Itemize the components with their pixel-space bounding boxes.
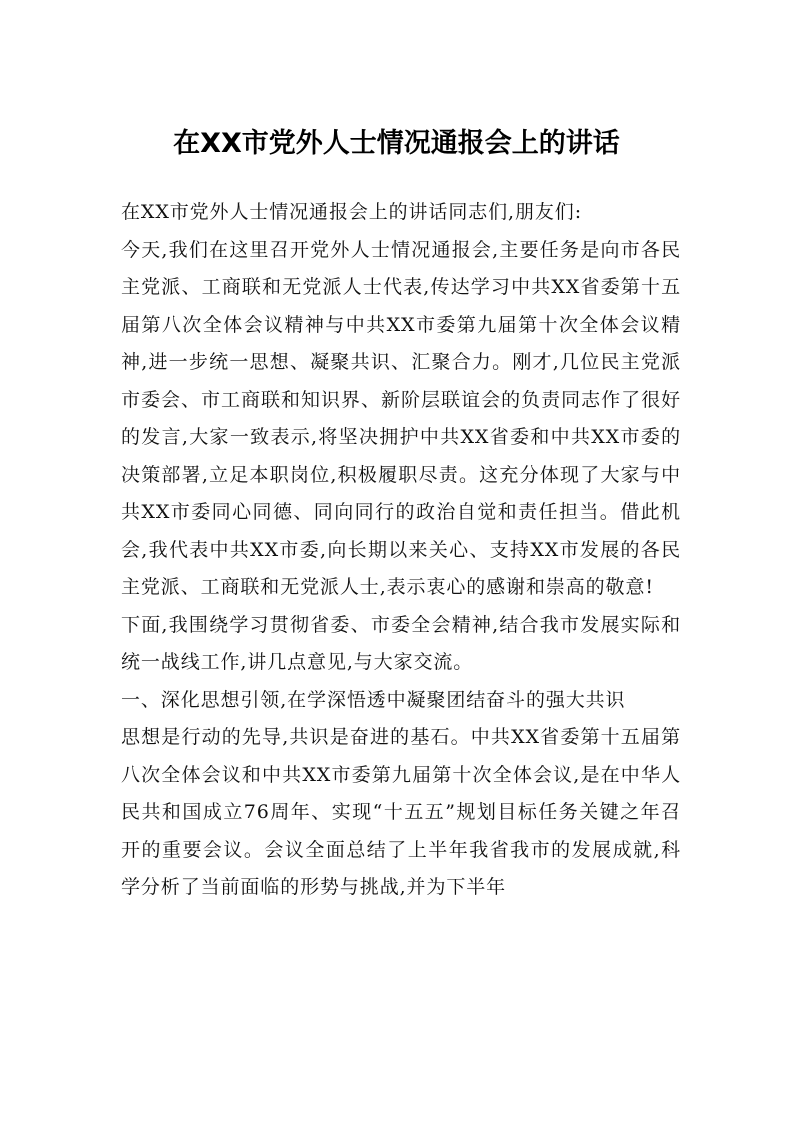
section-heading-one: 一、深化思想引领,在学深悟透中凝聚团结奋斗的强大共识 — [121, 688, 626, 711]
paragraph-salutation: 在XX市党外人士情况通报会上的讲话同志们,朋友们: — [121, 201, 582, 223]
paragraph-section-one: 思想是行动的先导,共识是奋进的基石。中共XX省委第十五届第八次全体会议和中共XX市委第九届第十次全体会议,是在中华人民共和国成立76周年、实现“十五五”规划目标任务关键之年召开的重要会议。会议全面总结了上半年我省我市的发展成就,科学分析了当前面临的形势与挑战,并为下半年 — [121, 726, 681, 898]
paragraph-opening: 今天,我们在这里召开党外人士情况通报会,主要任务是向市各民主党派、工商联和无党派人士代表,传达学习中共XX省委第十五届第八次全体会议精神与中共XX市委第九届第十次全体会议精神,进一步统一思想、凝聚共识、汇聚合力。刚才,几位民主党派市委会、市工商联和知识界、新阶层联谊会的负责同志作了很好的发言,大家一致表示,将坚决拥护中共XX省委和中共XX市委的决策部署,立足本职岗位,积极履职尽责。这充分体现了大家与中共XX市委同心同德、同向同行的政治自觉和责任担当。借此机会,我代表中共XX市委,向长期以来关心、支持XX市发展的各民主党派、工商联和无党派人士,表示衷心的感谢和崇高的敬意! — [121, 238, 681, 598]
document-body — [121, 194, 681, 907]
paragraph-intro: 下面,我围绕学习贯彻省委、市委全会精神,结合我市发展实际和统一战线工作,讲几点意见,与大家交流。 — [121, 613, 681, 673]
document-title: 在XX市党外人士情况通报会上的讲话 — [173, 128, 620, 159]
